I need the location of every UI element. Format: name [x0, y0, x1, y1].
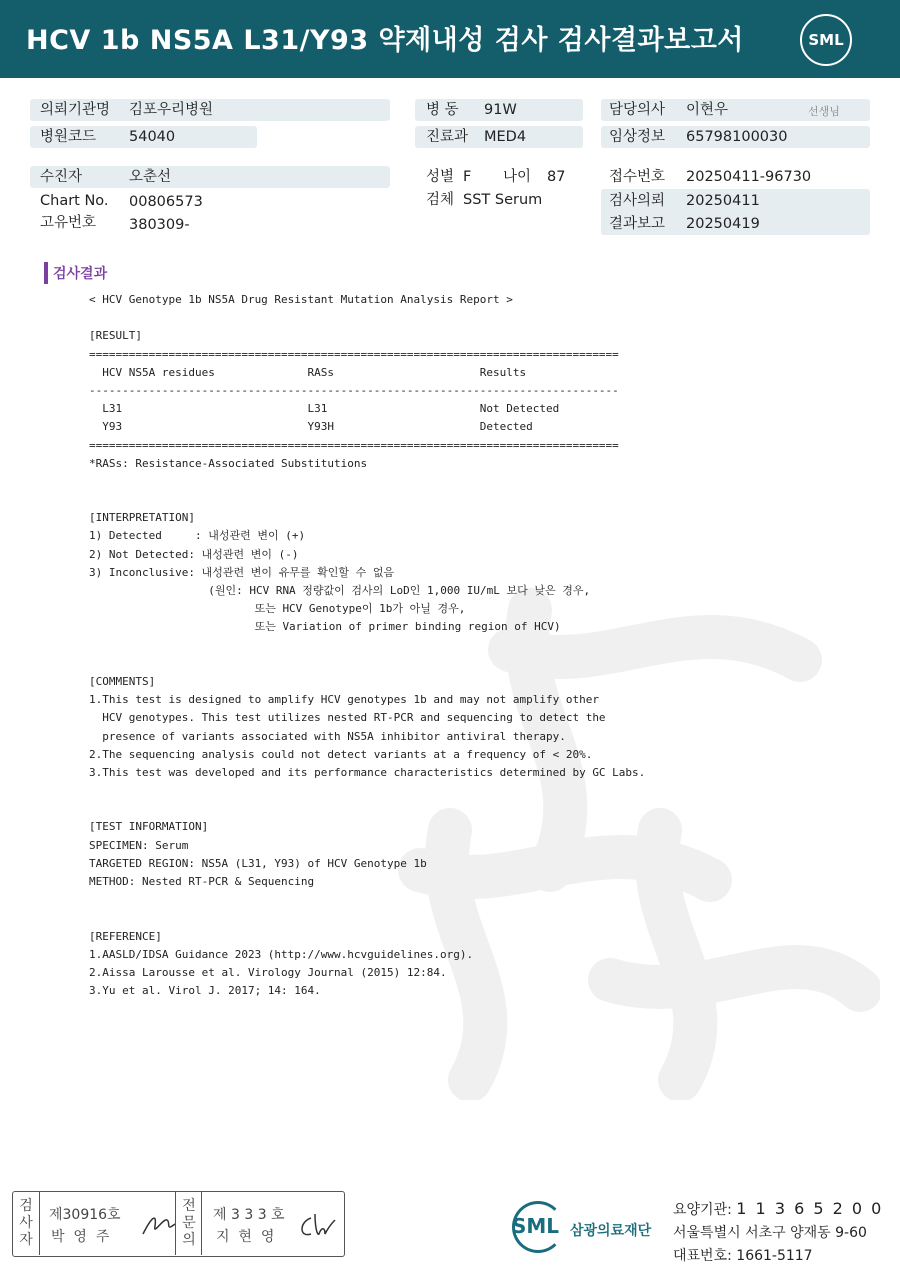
footer-phone: [673, 1245, 813, 1265]
footer-phone-label: 대표번호:: [673, 1248, 732, 1264]
sex-value: F: [463, 169, 472, 185]
report-line: [INTERPRETATION]: [89, 511, 195, 525]
specialist-name: 지 현 영: [216, 1229, 275, 1245]
report-line: [89, 637, 649, 655]
report-line: presence of variants associated with NS5A inhibitor antiviral therapy.: [89, 729, 566, 743]
ward-value: 91W: [484, 102, 517, 118]
section-marker: [44, 262, 48, 284]
doctor-suffix: 선생님: [808, 105, 840, 118]
specimen-value: SST Serum: [463, 192, 543, 208]
request-date-value: 20250411: [686, 193, 760, 209]
sml-logo-icon: [800, 14, 852, 66]
specimen-label: 검체: [426, 192, 455, 208]
sml-logo-text: SML: [808, 31, 844, 49]
report-line: [TEST INFORMATION]: [89, 820, 209, 834]
report-line: 1.This test is designed to amplify HCV genotypes 1b and may not amplify other: [89, 693, 599, 707]
section-title: 검사결과: [53, 266, 108, 282]
report-line: HCV genotypes. This test utilizes nested RT-PCR and sequencing to detect the: [89, 711, 606, 725]
receipt-label: 접수번호: [609, 169, 666, 185]
ward-label: 병 동: [426, 102, 459, 118]
report-line: ================================================================================: [89, 438, 619, 452]
report-line: --------------------------------------------------------------------------------: [89, 383, 619, 397]
stamp-col-2: [175, 1192, 202, 1255]
report-line: [89, 909, 649, 927]
dept-value: MED4: [484, 129, 527, 145]
hospital-code-value: 54040: [129, 129, 176, 145]
footer-address: 서울특별시 서초구 양재동 9-60: [673, 1225, 867, 1241]
age-label: 나이: [503, 169, 532, 185]
report-line: 1) Detected : 내성관련 변이 (+): [89, 529, 306, 543]
report-line: SPECIMEN: Serum: [89, 838, 189, 852]
report-line: [REFERENCE]: [89, 929, 162, 943]
signature-stamp: [12, 1191, 345, 1257]
report-date-label: 결과보고: [609, 216, 666, 232]
footer-logo-text: SML: [512, 1214, 560, 1238]
chart-no-label: Chart No.: [40, 193, 109, 209]
examiner-name: 박 영 주: [51, 1229, 110, 1245]
field-bar: [30, 166, 390, 188]
report-line: 3.Yu et al. Virol J. 2017; 14: 164.: [89, 984, 321, 998]
report-line: [89, 800, 649, 818]
report-line: [89, 309, 649, 327]
report-line: L31 L31 Not Detected: [89, 402, 560, 416]
request-date-label: 검사의뢰: [609, 193, 666, 209]
examiner-vertical-label: 검 사 자: [19, 1198, 33, 1248]
dept-label: 진료과: [426, 129, 469, 145]
report-header: [0, 0, 900, 78]
doctor-value: 이현우: [686, 102, 729, 118]
specialist-vertical-label: 전 문 의: [182, 1198, 196, 1248]
clinical-label: 임상정보: [609, 129, 666, 145]
report-line: [89, 891, 649, 909]
report-line: [89, 491, 649, 509]
footer-institution-value: 1 1 3 6 5 2 0 0: [736, 1199, 884, 1218]
report-line: HCV NS5A residues RASs Results: [89, 365, 527, 379]
report-line: [RESULT]: [89, 329, 142, 343]
sex-label: 성별: [426, 169, 455, 185]
clinical-value: 65798100030: [686, 129, 788, 145]
report-line: 3) Inconclusive: 내성관련 변이 유무를 확인할 수 없음: [89, 565, 395, 579]
specialist-reg-no: 제 3 3 3 호: [213, 1207, 285, 1223]
report-line: 1.AASLD/IDSA Guidance 2023 (http://www.hcvguidelines.org).: [89, 947, 474, 961]
hospital-code-label: 병원코드: [40, 129, 97, 145]
age-value: 87: [547, 169, 566, 185]
receipt-value: 20250411-96730: [686, 169, 812, 185]
report-line: TARGETED REGION: NS5A (L31, Y93) of HCV Genotype 1b: [89, 856, 427, 870]
report-line: 3.This test was developed and its performance characteristics determined by GC Labs.: [89, 765, 646, 779]
examiner-reg-no: 제30916호: [49, 1207, 121, 1223]
report-line: 2) Not Detected: 내성관련 변이 (-): [89, 547, 299, 561]
doctor-label: 담당의사: [609, 102, 666, 118]
report-line: Y93 Y93H Detected: [89, 420, 533, 434]
unique-id-value: 380309-: [129, 217, 190, 233]
patient-name-value: 오춘선: [129, 169, 172, 185]
report-line: [89, 782, 649, 800]
report-line: < HCV Genotype 1b NS5A Drug Resistant Mutation Analysis Report >: [89, 293, 513, 306]
report-line: [COMMENTS]: [89, 674, 156, 688]
footer-institution-label: 요양기관:: [673, 1202, 732, 1218]
report-line: *RASs: Resistance-Associated Substitutions: [89, 456, 368, 470]
unique-id-label: 고유번호: [40, 215, 97, 231]
institution-value: 김포우리병원: [129, 102, 214, 118]
footer-org-name: 삼광의료재단: [570, 1223, 652, 1239]
report-line: ================================================================================: [89, 347, 619, 361]
institution-label: 의뢰기관명: [40, 102, 111, 118]
patient-name-label: 수진자: [40, 169, 83, 185]
chart-no-value: 00806573: [129, 194, 203, 210]
footer-institution-no: [673, 1199, 883, 1219]
report-line: METHOD: Nested RT-PCR & Sequencing: [89, 875, 315, 888]
report-line: 2.The sequencing analysis could not detect variants at a frequency of < 20%.: [89, 747, 593, 761]
report-line: [89, 473, 649, 491]
stamp-col-1: [13, 1192, 40, 1255]
report-line: 2.Aissa Larousse et al. Virology Journal (2015) 12:84.: [89, 965, 447, 979]
footer-phone-value: 1661-5117: [736, 1248, 813, 1264]
report-line: 또는 Variation of primer binding region of HCV): [89, 620, 561, 634]
report-title: HCV 1b NS5A L31/Y93 약제내성 검사 검사결과보고서: [26, 25, 744, 56]
report-date-value: 20250419: [686, 216, 760, 232]
report-line: 또는 HCV Genotype이 1b가 아닐 경우,: [89, 602, 466, 616]
report-line: [89, 655, 649, 673]
report-body: [89, 291, 649, 1000]
examiner-signature-icon: [137, 1210, 179, 1242]
specialist-signature-icon: [295, 1210, 337, 1242]
report-line: (원인: HCV RNA 정량값이 검사의 LoD인 1,000 IU/mL 보다 낮은 경우,: [89, 584, 591, 597]
